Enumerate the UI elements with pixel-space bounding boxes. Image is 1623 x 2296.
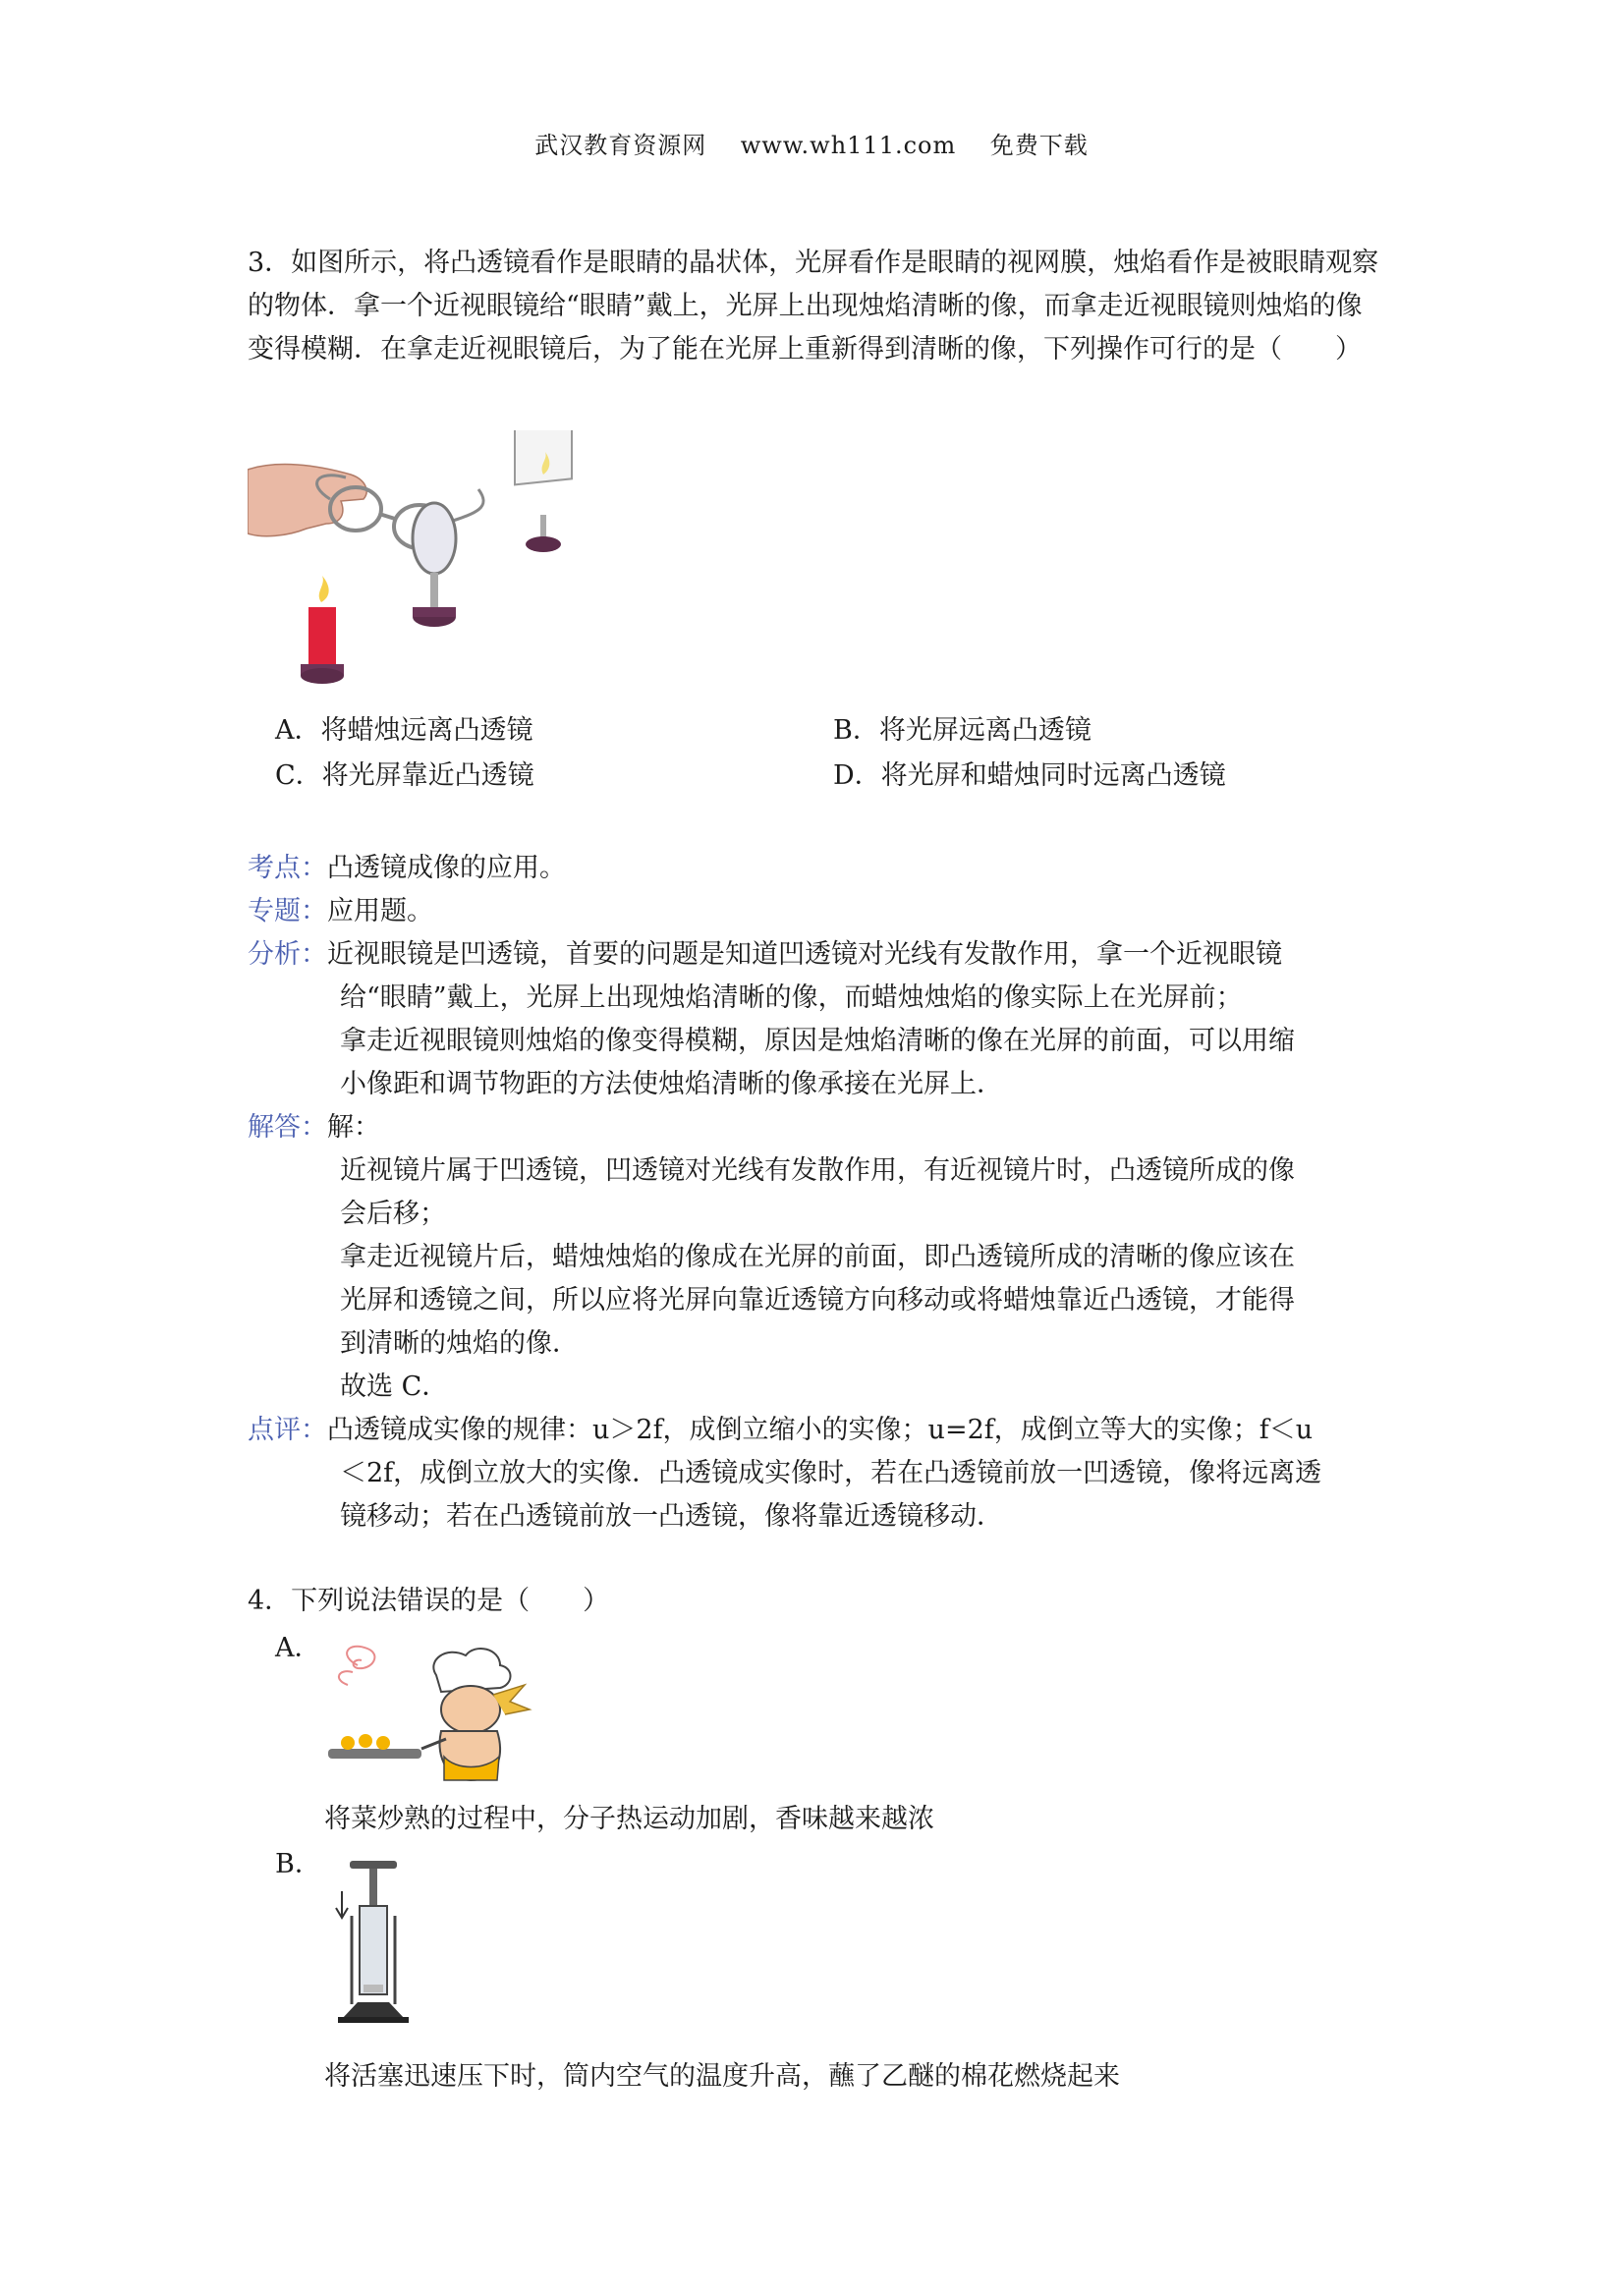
fenxi-line-3: 拿走近视眼镜则烛焰的像变得模糊，原因是烛焰清晰的像在光屏的前面，可以用缩 — [340, 1026, 1295, 1056]
jieda-line-5: 到清晰的烛焰的像． — [340, 1328, 579, 1359]
jieda-line-0: 解： — [327, 1112, 380, 1143]
zhuanti-row — [248, 890, 433, 933]
site-url[interactable]: www.wh111.com — [740, 132, 957, 159]
light-screen — [515, 430, 572, 484]
download-note: 免费下载 — [989, 132, 1089, 159]
dianping-line-1: 凸透镜成实像的规律：u＞2f，成倒立缩小的实像；u=2f，成倒立等大的实像；f＜u — [327, 1415, 1314, 1445]
fenxi-line-4: 小像距和调节物距的方法使烛焰清晰的像承接在光屏上． — [340, 1069, 1003, 1099]
fire-syringe-figure — [328, 1857, 417, 2029]
jieda-line-2: 会后移； — [340, 1199, 446, 1229]
candle — [308, 607, 336, 664]
site-name: 武汉教育资源网 — [534, 132, 707, 159]
hand-icon — [248, 465, 366, 536]
piston-handle — [350, 1861, 397, 1869]
dianping-line-3: 镜移动；若在凸透镜前放一凸透镜，像将靠近透镜移动． — [340, 1501, 1003, 1532]
dianping-label: 点评： — [248, 1415, 327, 1445]
dianping-row — [248, 1409, 1313, 1452]
jieda-row — [248, 1106, 380, 1149]
jieda-label: 解答： — [248, 1112, 327, 1143]
jieda-line-3: 拿走近视镜片后，蜡烛烛焰的像成在光屏的前面，即凸透镜所成的清晰的像应该在 — [340, 1242, 1295, 1272]
fenxi-row — [248, 933, 1282, 977]
q4-option-a-label[interactable]: A． — [275, 1633, 321, 1663]
fenxi-line-2: 给“眼睛”戴上，光屏上出现烛焰清晰的像，而蜡烛烛焰的像实际上在光屏前； — [340, 982, 1243, 1013]
cook-figure — [328, 1641, 534, 1788]
jieda-line-4: 光屏和透镜之间，所以应将光屏向靠近透镜方向移动或将蜡烛靠近凸透镜，才能得 — [340, 1285, 1295, 1316]
zhuanti-label: 专题： — [248, 896, 327, 926]
q4-option-b-label[interactable]: B． — [275, 1849, 321, 1879]
fenxi-label: 分析： — [248, 939, 327, 970]
option-d[interactable]: D．将光屏和蜡烛同时远离凸透镜 — [833, 760, 1226, 791]
candle-flame-icon — [319, 576, 329, 602]
zhuanti-text: 应用题。 — [327, 896, 433, 926]
jieda-line-6: 故选 C． — [340, 1372, 449, 1402]
frying-pan — [328, 1749, 421, 1759]
fenxi-line-1: 近视眼镜是凹透镜，首要的问题是知道凹透镜对光线有发散作用，拿一个近视眼镜 — [327, 939, 1282, 970]
page-header — [0, 126, 1623, 160]
option-a[interactable]: A．将蜡烛远离凸透镜 — [275, 715, 533, 746]
kaodian-label: 考点： — [248, 853, 327, 883]
jieda-line-1: 近视镜片属于凹透镜，凹透镜对光线有发散作用，有近视镜片时，凸透镜所成的像 — [340, 1155, 1295, 1186]
aroma-swirl-icon — [347, 1647, 374, 1668]
question-3-stem: 3．如图所示，将凸透镜看作是眼睛的晶状体，光屏看作是眼睛的视网膜，烛焰看作是被眼睛观察的物体．拿一个近视眼镜给“眼睛”戴上，光屏上出现烛焰清晰的像，而拿走近视眼镜则烛焰的像变得模糊．在拿走近视眼镜后，为了能在光屏上重新得到清晰的像，下列操作可行的是（ ） — [248, 248, 1379, 364]
cook-head — [441, 1686, 500, 1733]
convex-lens — [413, 503, 456, 574]
dianping-line-2: ＜2f，成倒立放大的实像．凸透镜成实像时，若在凸透镜前放一凹透镜，像将远离透 — [340, 1458, 1322, 1488]
kaodian-row — [248, 847, 566, 890]
option-c[interactable]: C．将光屏靠近凸透镜 — [275, 760, 534, 791]
glass-cylinder — [360, 1906, 387, 1994]
question-4-stem: 4．下列说法错误的是（ ） — [248, 1586, 610, 1616]
kaodian-text: 凸透镜成像的应用。 — [327, 853, 566, 883]
q3-optics-figure — [248, 430, 582, 700]
down-arrow-icon — [336, 1891, 348, 1918]
q4-option-a-text: 将菜炒熟的过程中，分子热运动加剧，香味越来越浓 — [324, 1804, 934, 1834]
q4-option-b-text: 将活塞迅速压下时，筒内空气的温度升高，蘸了乙醚的棉花燃烧起来 — [324, 2061, 1120, 2092]
option-b[interactable]: B．将光屏远离凸透镜 — [833, 715, 1091, 746]
